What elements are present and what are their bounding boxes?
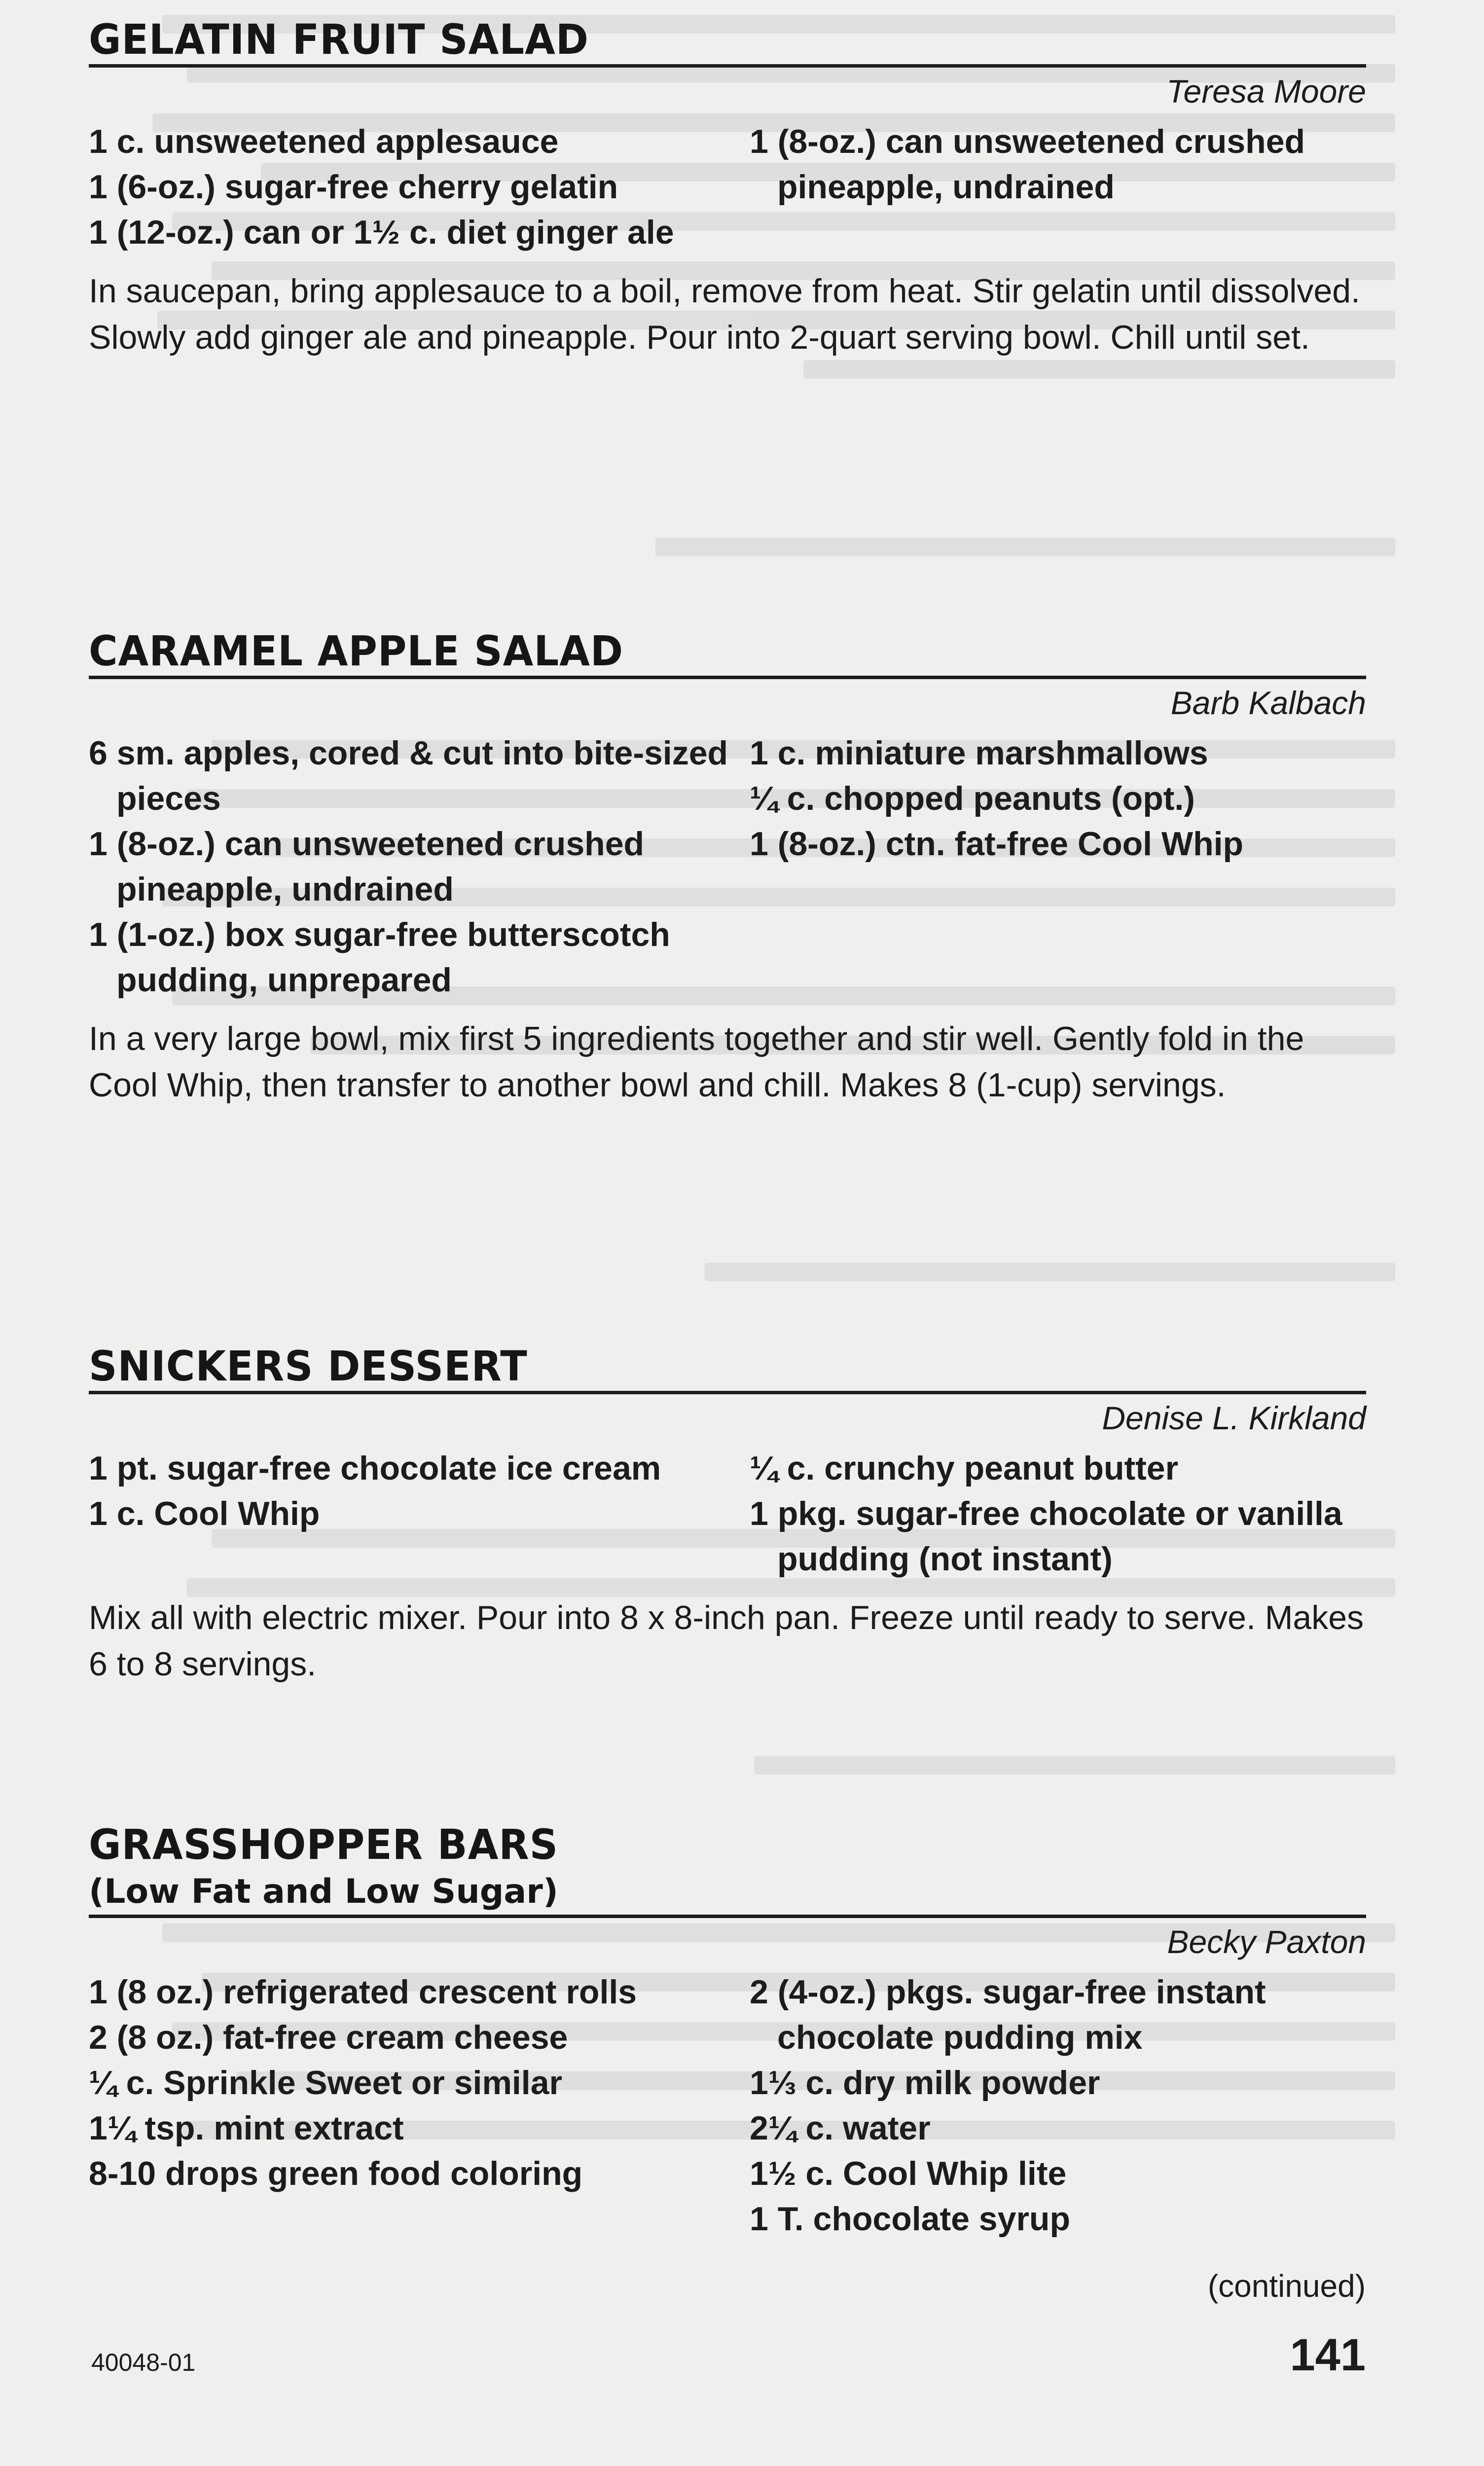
ingredients xyxy=(89,1969,1366,2242)
ingredients xyxy=(89,730,1366,1003)
ingredient-item: 1 pkg. sugar-free chocolate or vanilla pudding (not instant) xyxy=(750,1495,1342,1578)
ingredients-left-column xyxy=(89,1969,750,2242)
ingredient-item: 1 c. miniature marshmallows xyxy=(750,734,1208,772)
ingredient-item: ¼ c. chopped peanuts (opt.) xyxy=(750,780,1195,817)
recipe-caramel-apple-salad xyxy=(89,626,1366,1108)
recipe-author: Teresa Moore xyxy=(1166,73,1366,109)
ingredients xyxy=(89,1446,1366,1582)
ingredient-item: 1 pt. sugar-free chocolate ice cream xyxy=(89,1450,661,1487)
ingredients-left-column xyxy=(89,1446,750,1582)
ingredient-item: 6 sm. apples, cored & cut into bite-sized pieces xyxy=(89,734,728,817)
recipe-author: Becky Paxton xyxy=(1167,1923,1366,1960)
recipe-directions: In a very large bowl, mix first 5 ingredients together and stir well. Gently fold in the Cool Whip, then transfer to another bowl and chill. Makes 8 (1-cup) servings. xyxy=(89,1020,1304,1104)
ingredient-item: 1 (6-oz.) sugar-free cherry gelatin xyxy=(89,168,618,206)
publication-code: 40048-01 xyxy=(91,2349,196,2376)
ingredient-item: 2¼ c. water xyxy=(750,2109,931,2147)
ingredient-item: 8-10 drops green food coloring xyxy=(89,2155,583,2192)
ingredient-item: 1 T. chocolate syrup xyxy=(750,2200,1070,2238)
ingredients-right-column xyxy=(750,1969,1366,2242)
recipe-author: Denise L. Kirkland xyxy=(1102,1400,1366,1436)
recipe-directions: Mix all with electric mixer. Pour into 8 x 8-inch pan. Freeze until ready to serve. Makes 6 to 8 servings. xyxy=(89,1599,1364,1683)
title-rule xyxy=(89,1915,1366,1918)
recipe-title: GRASSHOPPER BARS xyxy=(89,1820,559,1869)
recipe-snickers-dessert xyxy=(89,1342,1366,1687)
continued-note: (continued) xyxy=(1207,2268,1366,2304)
recipe-title: GELATIN FRUIT SALAD xyxy=(89,15,589,64)
recipe-directions: In saucepan, bring applesauce to a boil, remove from heat. Stir gelatin until dissolved. Slowly add ginger ale and pineapple. Pour into 2-quart serving bowl. Chill until set. xyxy=(89,272,1360,356)
recipe-grasshopper-bars xyxy=(89,1820,1366,2242)
ingredients-right-column xyxy=(750,1446,1366,1582)
ingredient-item: 1 c. unsweetened applesauce xyxy=(89,123,559,160)
recipe-author: Barb Kalbach xyxy=(1170,685,1366,721)
title-rule xyxy=(89,64,1366,68)
recipe-subtitle: (Low Fat and Low Sugar) xyxy=(89,1872,558,1911)
ingredients-right-column xyxy=(750,730,1366,1003)
ingredient-item: 1 (8-oz.) can unsweetened crushed pineapple, undrained xyxy=(89,825,645,908)
ingredients xyxy=(89,119,1366,255)
ingredient-item: 1½ c. Cool Whip lite xyxy=(750,2155,1067,2192)
ingredient-item: 2 (8 oz.) fat-free cream cheese xyxy=(89,2019,568,2056)
recipe-title: SNICKERS DESSERT xyxy=(89,1342,528,1390)
ingredients-left-column xyxy=(89,119,750,255)
ingredients-left-column xyxy=(89,730,750,1003)
ingredients-right-column xyxy=(750,119,1366,255)
ingredient-item: 1 (8-oz.) ctn. fat-free Cool Whip xyxy=(750,825,1244,863)
ingredient-item: 1 c. Cool Whip xyxy=(89,1495,320,1532)
title-rule xyxy=(89,1391,1366,1394)
recipe-title: CARAMEL APPLE SALAD xyxy=(89,627,624,675)
ingredient-item: 1 (1-oz.) box sugar-free butterscotch pudding, unprepared xyxy=(89,916,670,999)
recipe-gelatin-fruit-salad xyxy=(89,15,1366,361)
ingredient-item: 1 (8 oz.) refrigerated crescent rolls xyxy=(89,1973,637,2011)
ingredient-item: 2 (4-oz.) pkgs. sugar-free instant chocolate pudding mix xyxy=(750,1973,1266,2056)
ingredient-item: ¼ c. crunchy peanut butter xyxy=(750,1450,1179,1487)
ingredient-item: 1 (8-oz.) can unsweetened crushed pineapple, undrained xyxy=(750,123,1305,206)
title-rule xyxy=(89,676,1366,679)
ingredient-item: 1¼ tsp. mint extract xyxy=(89,2109,404,2147)
ingredient-item: 1⅓ c. dry milk powder xyxy=(750,2064,1100,2102)
ingredient-item: 1 (12-oz.) can or 1½ c. diet ginger ale xyxy=(89,214,674,251)
ingredient-item: ¼ c. Sprinkle Sweet or similar xyxy=(89,2064,562,2102)
page-number: 141 xyxy=(1290,2330,1366,2380)
